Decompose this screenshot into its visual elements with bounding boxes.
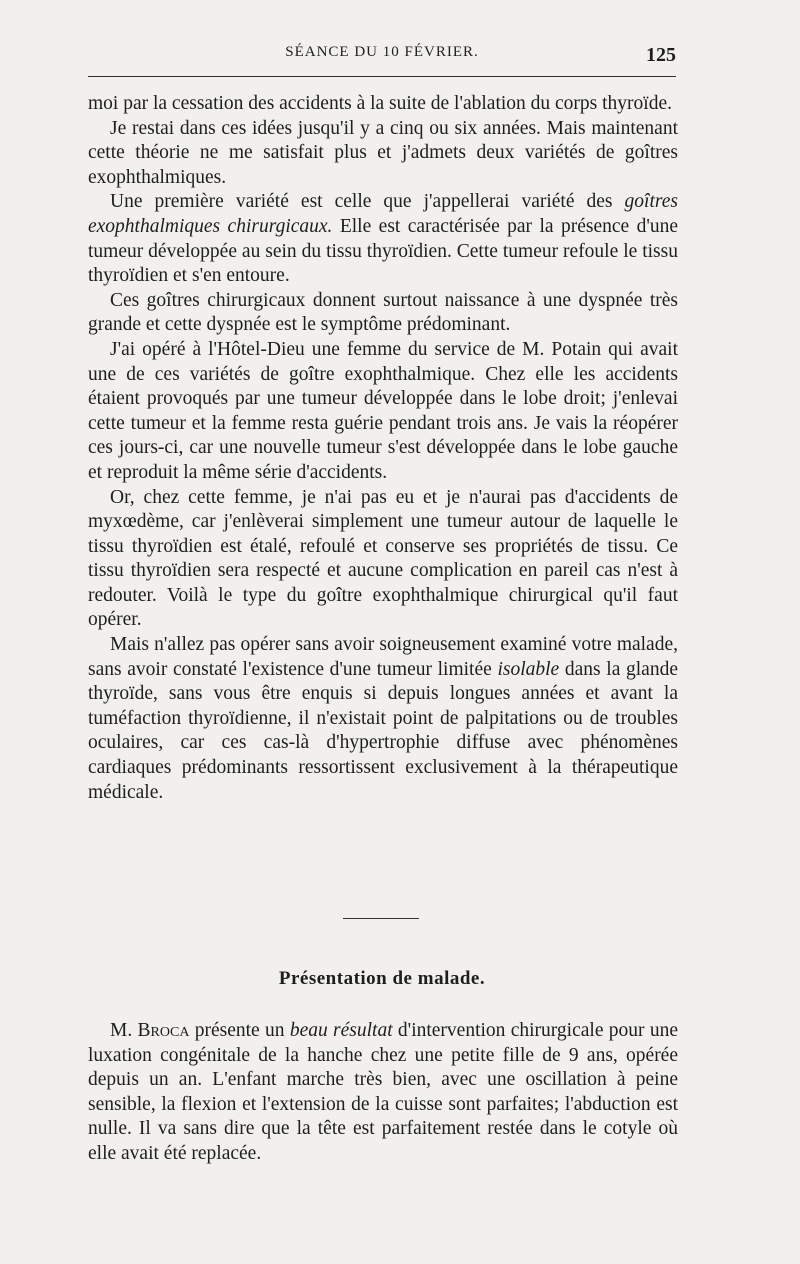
section-before: présente un [189,1020,290,1041]
paragraph-3-italic: goîtres exophthalmiques chirurgicaux. [88,191,678,237]
header-title: SÉANCE DU 10 FÉVRIER. [285,44,479,60]
paragraph-6: Or, chez cette femme, je n'ai pas eu et je n'aurai pas d'accidents de myxœdème, car j'enlèverai simplement une tumeur autour de laquelle le tissu thyroïdien est étalé, refoulé et conserve ses propriétés de tissu. Ce tissu thyroïdien sera respecté et aucune complication en pareil cas n'est à redouter. Voilà le type du goître exophthalmique chirurgical qu'il faut opérer. [88,486,678,631]
section-italic: beau résultat [289,1020,393,1041]
section-after: d'intervention chirurgicale pour une luxation congénitale de la hanche chez une petite fille de 9 ans, opérée depuis un an. L'enfant marche très bien, avec une oscillation à peine sensible, la flexion et l'extension de la cuisse sont parfaites; l'abduction est nulle. Il va sans dire que la tête est parfaitement restée dans le cotyle où elle avait été replacée. [88,1020,678,1164]
author-name: Broca [137,1020,190,1041]
section-divider [343,918,419,919]
paragraph-1: moi par la cessation des accidents à la suite de l'ablation du corps thyroïde. [88,93,673,114]
paragraph-5: J'ai opéré à l'Hôtel-Dieu une femme du service de M. Potain qui avait une de ces variétés de goître exophthalmique. Chez elle les accidents étaient provoqués par une tumeur développée dans le lobe droit; j'enlevai cette tumeur et la femme resta guérie pendant trois ans. Je vais la réopérer ces jours-ci, car une nouvelle tumeur s'est développée dans le lobe gauche et reproduit la même série d'accidents. [88,338,678,483]
paragraph-7-italic: isolable [497,658,560,680]
paragraph-7-after: dans la glande thyroïde, sans vous être enquis si depuis longues années et avant la tuméfaction thyroïdienne, il n'existait point de palpitations ou de troubles oculaires, car ces cas-là d'hypertrophie diffuse avec phénomènes cardiaques prédominants ressortissent exclusivement à la thérapeutique médicale. [88,658,678,803]
section-lead: M. [110,1020,138,1041]
paragraph-3-before: Une première variété est celle que j'appellerai variété des [110,191,625,213]
paragraph-2: Je restai dans ces idées jusqu'il y a cinq ou six années. Mais maintenant cette théorie ne me satisfait plus et j'admets deux variétés de goîtres exophthalmiques. [88,117,678,188]
page-number: 125 [646,44,676,66]
paragraph-4: Ces goîtres chirurgicaux donnent surtout naissance à une dyspnée très grande et cette dyspnée est le symptôme prédominant. [88,289,678,336]
main-text [88,92,678,805]
paragraph-7 [88,633,678,805]
section-text [88,1019,678,1167]
paragraph-3 [88,190,678,288]
section-title: Présentation de malade. [278,968,486,989]
header-rule [88,76,676,77]
section-paragraph [88,1019,678,1167]
paragraph-7-before: Mais n'allez pas opérer sans avoir soigneusement examiné votre malade, sans avoir constaté l'existence d'une tumeur limitée [88,634,678,680]
paragraph-3-after: Elle est caractérisée par la présence d'une tumeur développée au sein du tissu thyroïdien. Cette tumeur refoule le tissu thyroïdien et s'en entoure. [88,215,678,287]
running-header [88,44,676,74]
